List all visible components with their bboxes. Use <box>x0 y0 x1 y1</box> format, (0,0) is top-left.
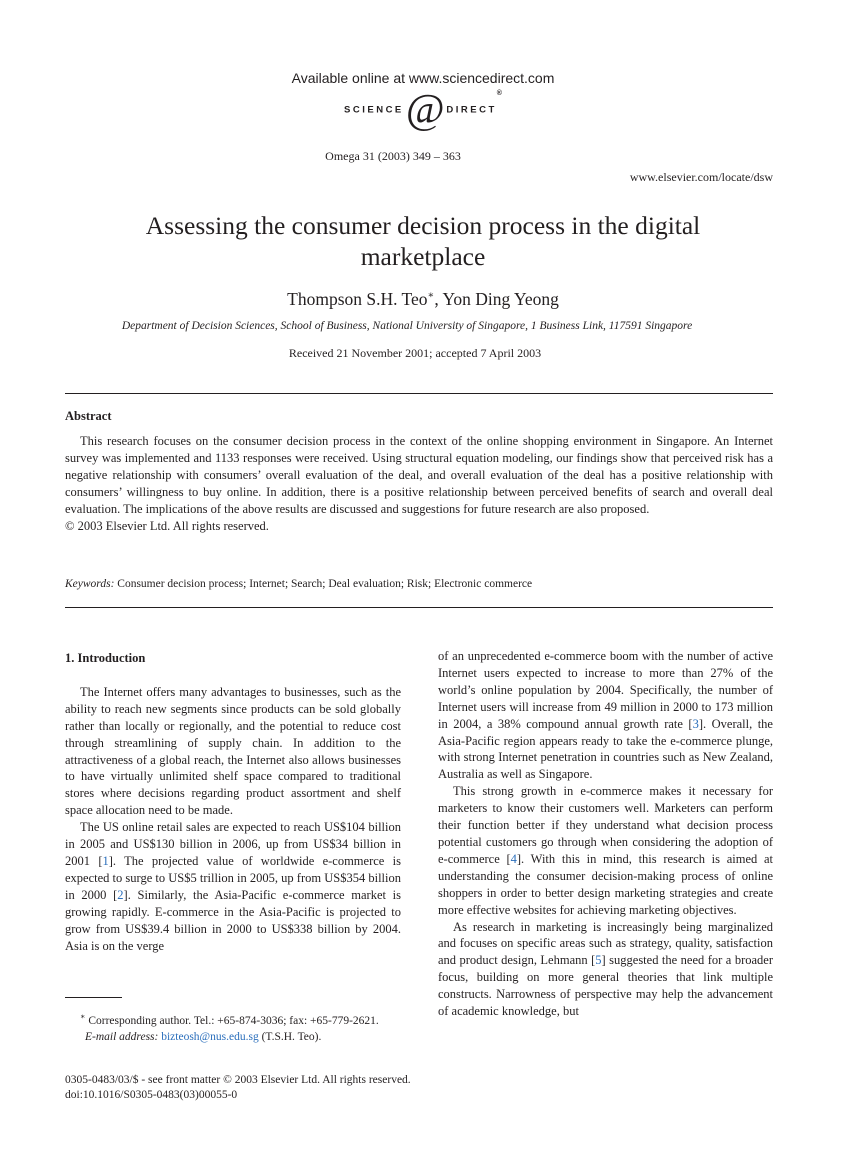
sciencedirect-logo <box>0 87 846 133</box>
footer-copyright: 0305-0483/03/$ - see front matter © 2003 Elsevier Ltd. All rights reserved. <box>65 1074 411 1086</box>
logo-registered-mark: ® <box>496 90 502 97</box>
logo-science-word: SCIENCE <box>344 104 404 116</box>
footnote-mark: ∗ <box>80 1012 86 1021</box>
footnote-divider <box>65 997 122 998</box>
intro-p2-text-b: ]. The projected value of worldwide e-commerce is expected to surge to US$5 trillion in 2005, up from US$354 billion in 2000 [ <box>65 853 401 902</box>
email-label: E-mail address: <box>85 1030 159 1043</box>
keywords <box>65 578 532 590</box>
right-p3-text-b: ] suggested the need for a broader focus, building on more general theories that link multiple constructs. Narrowness of perspective may help the advancement of academic knowledge, but <box>438 953 773 1019</box>
right-p1-text-a: of an unprecedented e-commerce boom with the number of active Internet users expected to increase to more than 27% of the world’s online population by 2004. Specifically, the number of Internet users will increase from 49 million in 2000 to 173 million in 2004, a 38% compound annual growth rate [ <box>438 649 773 731</box>
footnote-email <box>65 1029 401 1045</box>
citation-link-2[interactable]: 2 <box>117 887 124 902</box>
intro-paragraph-1: The Internet offers many advantages to businesses, such as the ability to reach new segments since products can be sold globally rather than locally or regionally, and the potential to reduce cost through streamlining of supply chain. In addition to the attractiveness of a global reach, the Internet also allows businesses to have virtually unlimited shelf space compared to traditional stores where decisions regarding product assortment and shelf space allocation need to be made. <box>65 684 401 818</box>
author-separator: , <box>434 289 443 309</box>
logo-at-icon: @ <box>405 87 445 133</box>
author-yeong: Yon Ding Yeong <box>442 289 559 309</box>
right-p2-text-a: This strong growth in e-commerce makes it necessary for marketers to know their customers well. Marketers can perform their function better if they understand what decision process potential customers go through when considering the adoption of e-commerce [ <box>438 784 773 866</box>
citation-link-3[interactable]: 3 <box>692 716 699 731</box>
intro-paragraph-2 <box>65 819 401 954</box>
right-p2-text-b: ]. With this in mind, this research is aimed at understanding the consumer decision-making process of online shoppers in order to better design marketing strategies and create more effective websites for achieving marketing objectives. <box>438 851 773 917</box>
logo-direct-word: DIRECT <box>446 104 497 116</box>
keywords-divider <box>65 607 773 608</box>
right-column <box>438 648 773 1020</box>
right-paragraph-3 <box>438 919 773 1020</box>
right-p3-text-a: As research in marketing is increasingly being marginalized and focuses on specific areas such as strategy, quality, satisfaction and product design, Lehmann [ <box>438 919 773 968</box>
affiliation: Department of Decision Sciences, School of Business, National University of Singapore, 1 Business Link, 117591 Singapore <box>121 320 693 332</box>
journal-url[interactable]: www.elsevier.com/locate/dsw <box>629 170 773 184</box>
corresponding-author-mark[interactable]: ∗ <box>427 290 435 302</box>
citation-link-1[interactable]: 1 <box>102 853 109 868</box>
footnote <box>65 1009 401 1045</box>
article-title <box>0 210 846 272</box>
top-divider <box>65 393 773 394</box>
abstract-text: This research focuses on the consumer decision process in the context of the online shopping environment in Singapore. An Internet survey was implemented and 1133 responses were received. Using structural equation modeling, our findings show that perceived risk has a negative relationship with consumers’ overall evaluation of the deal, and overall evaluation of the deal has a positive relationship with consumers’ willingness to buy online. In addition, there is a positive relationship between perceived benefits of search and overall deal evaluation. The implications of the above results are discussed and suggestions for future research are also proposed. <box>65 434 773 517</box>
left-column <box>65 650 401 954</box>
author-teo: Thompson S.H. Teo <box>287 289 428 309</box>
article-title-line2: marketplace <box>360 242 486 271</box>
abstract-copyright: © 2003 Elsevier Ltd. All rights reserved. <box>65 519 269 534</box>
article-title-line1: Assessing the consumer decision process in the digital <box>145 211 701 240</box>
footnote-text: Corresponding author. Tel.: +65-874-3036; fax: +65-779-2621. <box>88 1014 379 1027</box>
intro-p2-text-a: The US online retail sales are expected to reach US$104 billion in 2005 and US$130 billion in 2006, up from US$34 billion in 2001 [ <box>65 820 401 868</box>
journal-reference: Omega 31 (2003) 349 – 363 <box>325 149 461 163</box>
intro-p2-text-c: ]. Similarly, the Asia-Pacific e-commerce market is growing rapidly. E-commerce in the Asia-Pacific is projected to grow from US$39.4 billion in 2000 to US$338 billion by 2004. Asia is on the verge <box>65 887 401 953</box>
section-heading-introduction: 1. Introduction <box>65 651 146 665</box>
right-paragraph-1 <box>438 648 773 783</box>
footer-doi: doi:10.1016/S0305-0483(03)00055-0 <box>65 1089 238 1101</box>
citation-link-4[interactable]: 4 <box>510 851 517 866</box>
right-p1-text-b: ]. Overall, the Asia-Pacific region appears ready to take the e-commerce plunge, with strong Internet penetration in countries such as New Zealand, Australia as well as Singapore. <box>438 716 773 782</box>
abstract-body <box>65 433 773 536</box>
email-suffix: (T.S.H. Teo). <box>261 1030 322 1043</box>
keywords-list: Consumer decision process; Internet; Search; Deal evaluation; Risk; Electronic commerce <box>117 578 533 590</box>
abstract-heading: Abstract <box>65 409 112 423</box>
footnote-corresponding <box>65 1009 401 1029</box>
email-link[interactable]: bizteosh@nus.edu.sg <box>161 1030 259 1043</box>
available-online-banner: Available online at www.sciencedirect.com <box>291 70 555 86</box>
keywords-label: Keywords: <box>65 578 115 590</box>
right-paragraph-2 <box>438 783 773 918</box>
received-dates: Received 21 November 2001; accepted 7 April 2003 <box>288 346 542 360</box>
authors <box>0 289 846 310</box>
citation-link-5[interactable]: 5 <box>595 953 602 968</box>
